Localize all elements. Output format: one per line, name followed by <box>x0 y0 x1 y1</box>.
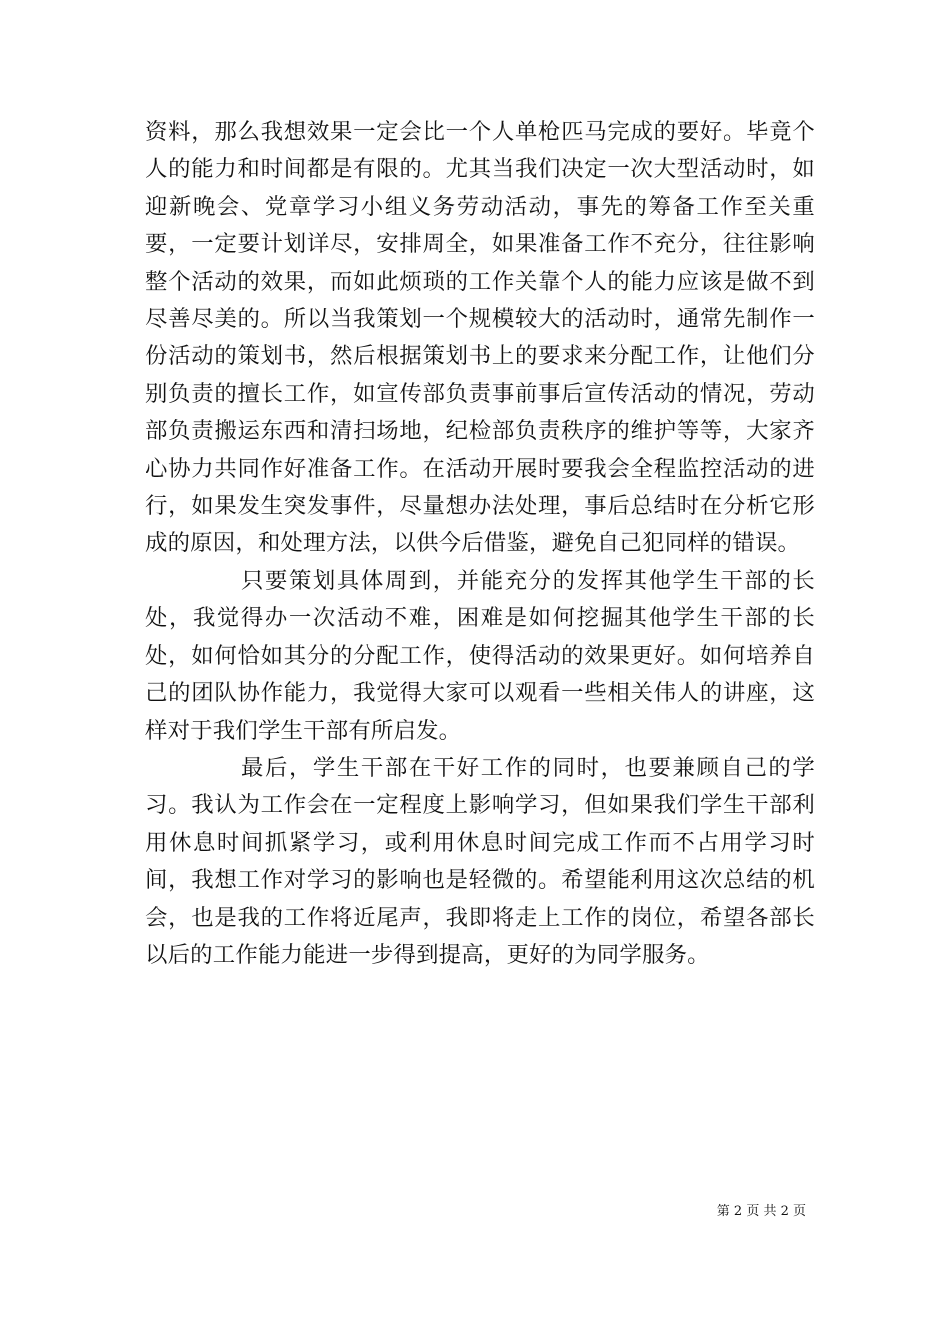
paragraph-conclusion: 最后，学生干部在干好工作的同时，也要兼顾自己的学习。我认为工作会在一定程度上影响学习，但如果我们学生干部利用休息时间抓紧学习，或利用休息时间完成工作而不占用学习时间，我想工作对学习的影响也是轻微的。希望能利用这次总结的机会，也是我的工作将近尾声，我即将走上工作的岗位，希望各部长以后的工作能力能进一步得到提高，更好的为同学服务。 <box>145 754 815 968</box>
paragraph-planning: 只要策划具体周到，并能充分的发挥其他学生干部的长处，我觉得办一次活动不难，困难是如何挖掘其他学生干部的长处，如何恰如其分的分配工作，使得活动的效果更好。如何培养自己的团队协作能力，我觉得大家可以观看一些相关伟人的讲座，这样对于我们学生干部有所启发。 <box>145 567 815 744</box>
paragraph-continued: 资料，那么我想效果一定会比一个人单枪匹马完成的要好。毕竟个人的能力和时间都是有限的。尤其当我们决定一次大型活动时，如迎新晚会、党章学习小组义务劳动活动，事先的筹备工作至关重要，一定要计划详尽，安排周全，如果准备工作不充分，往往影响整个活动的效果，而如此烦琐的工作关靠个人的能力应该是做不到尽善尽美的。所以当我策划一个规模较大的活动时，通常先制作一份活动的策划书，然后根据策划书上的要求来分配工作，让他们分别负责的擅长工作，如宣传部负责事前事后宣传活动的情况，劳动部负责搬运东西和清扫场地，纪检部负责秩序的维护等等，大家齐心协力共同作好准备工作。在活动开展时要我会全程监控活动的进行，如果发生突发事件，尽量想办法处理，事后总结时在分析它形成的原因，和处理方法，以供今后借鉴，避免自己犯同样的错误。 <box>145 119 815 557</box>
page-number-footer: 第 2 页 共 2 页 <box>716 1204 806 1219</box>
body-text <box>145 114 815 974</box>
